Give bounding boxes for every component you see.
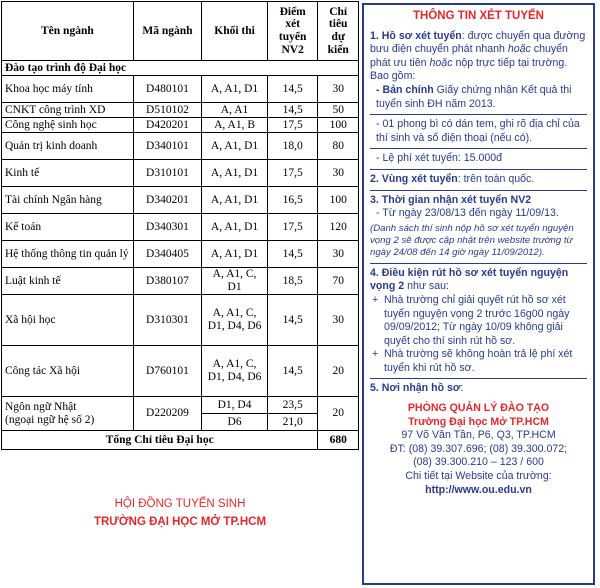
block-cell: A, A1, C, D1, D4, D6 bbox=[202, 346, 268, 397]
table-row bbox=[2, 397, 359, 414]
plus-icon: + bbox=[372, 348, 379, 361]
s1-bullet-2: - 01 phong bì có dán tem, ghi rõ địa chỉ của thí sinh và số điện thoại (nếu có). bbox=[376, 118, 580, 144]
admission-info-box bbox=[362, 3, 595, 585]
s1-or-1: hoặc bbox=[507, 43, 531, 56]
block-cell: A, A1, D1 bbox=[202, 160, 268, 187]
header-major: Tên ngành bbox=[2, 2, 134, 61]
score-cell: 18,5 bbox=[267, 268, 317, 295]
score-cell: 16,5 bbox=[267, 187, 317, 214]
divider bbox=[370, 114, 587, 115]
section-3 bbox=[370, 194, 587, 259]
block-cell: A, A1, D1 bbox=[202, 133, 268, 160]
block-cell: A, A1, D1 bbox=[202, 76, 268, 103]
section-4-text: như sau: bbox=[404, 280, 449, 293]
quota-cell: 120 bbox=[318, 214, 359, 241]
major-cell: Khoa học máy tính bbox=[2, 76, 134, 103]
quota-cell: 70 bbox=[318, 268, 359, 295]
major-cell: Xã hội học bbox=[2, 295, 134, 346]
section-3-heading: 3. Thời gian nhận xét tuyển NV2 bbox=[370, 193, 532, 206]
office-web-label: Chi tiết tại Website của trường: bbox=[405, 470, 552, 483]
section-4-heading: 4. Điều kiện rút hồ sơ xét tuyển nguyện vọng 2 bbox=[370, 266, 569, 293]
divider bbox=[370, 190, 587, 191]
score-cell: 23,5 bbox=[267, 397, 317, 414]
section-5-text: : bbox=[460, 382, 464, 395]
section-label: Đào tạo trình độ Đại học bbox=[2, 61, 359, 76]
section-2-heading: 2. Vùng xét tuyển bbox=[370, 172, 458, 185]
code-cell: D340405 bbox=[133, 241, 201, 268]
s1-text-b: chuyển phát ưu tiên bbox=[370, 43, 568, 69]
code-cell: D420201 bbox=[133, 118, 201, 133]
header-code: Mã ngành bbox=[133, 2, 201, 61]
block-cell: D1, D4 bbox=[202, 397, 268, 414]
section-3-note: (Danh sách thí sinh nộp hồ sơ xét tuyển nguyện vọng 2 sẽ được cập nhật trên website trường từ ngày 24/08 đến 14 giờ ngày 11/09/2012). bbox=[370, 222, 574, 258]
major-cell bbox=[2, 397, 134, 431]
header-quota: Chỉ tiêu dự kiến bbox=[318, 2, 359, 61]
score-cell: 14,5 bbox=[267, 346, 317, 397]
block-cell: A, A1, D1 bbox=[202, 214, 268, 241]
block-cell: A, A1 bbox=[202, 103, 268, 118]
quota-cell: 20 bbox=[318, 397, 359, 431]
code-cell: D340201 bbox=[133, 187, 201, 214]
score-cell: 17,5 bbox=[267, 214, 317, 241]
s1-bullet-3: - Lệ phí xét tuyển: 15.000đ bbox=[376, 152, 503, 165]
code-cell: D480101 bbox=[133, 76, 201, 103]
s1-or-2: hoặc bbox=[429, 56, 453, 69]
office-phone-1: ĐT: (08) 39.307.696; (08) 39.300.072; bbox=[389, 442, 568, 455]
block-cell: A, A1, C, D1 bbox=[202, 268, 268, 295]
table-row bbox=[2, 160, 359, 187]
section-3-text: - Từ ngày 23/08/13 đến ngày 11/09/13. bbox=[376, 207, 559, 220]
office-school: Trường Đại học Mở TP.HCM bbox=[408, 415, 549, 428]
s4-point-1-text: Nhà trường chỉ giải quyết rút hồ sơ xét tuyển nguyện vọng 2 trước 16g00 ngày 09/09/2012; Từ ngày 10/09 không giải quyết cho thí sinh rút hồ sơ. bbox=[384, 293, 570, 347]
major-cell: Quản trị kinh doanh bbox=[2, 133, 134, 160]
office-phone-2: (08) 39.300.210 – 123 / 600 bbox=[413, 456, 544, 469]
major-name-line2: (ngoại ngữ hệ số 2) bbox=[5, 413, 95, 426]
table-header-row bbox=[2, 2, 359, 61]
block-cell: D6 bbox=[202, 414, 268, 431]
code-cell: D310301 bbox=[133, 295, 201, 346]
signature-line2: TRƯỜNG ĐẠI HỌC MỞ TP.HCM bbox=[93, 516, 267, 528]
plus-icon: + bbox=[372, 293, 379, 306]
major-cell: Công tác Xã hội bbox=[2, 346, 134, 397]
table-row bbox=[2, 346, 359, 397]
code-cell: D220209 bbox=[133, 397, 201, 431]
divider bbox=[370, 378, 587, 379]
divider bbox=[370, 169, 587, 170]
block-cell: A, A1, D1 bbox=[202, 241, 268, 268]
major-cell: Tài chính Ngân hàng bbox=[2, 187, 134, 214]
quota-cell: 30 bbox=[318, 295, 359, 346]
quota-cell: 50 bbox=[318, 103, 359, 118]
s1-text-c: nộp trực tiếp tại trường. Bao gồm: bbox=[370, 56, 568, 83]
admission-table-panel bbox=[0, 0, 360, 450]
header-block: Khối thi bbox=[202, 2, 268, 61]
admission-table bbox=[1, 1, 359, 450]
section-1-text bbox=[370, 30, 587, 84]
office-name: PHÒNG QUẢN LÝ ĐÀO TẠO bbox=[407, 402, 550, 415]
major-cell: Kế toán bbox=[2, 214, 134, 241]
header-score: Điểm xét tuyển NV2 bbox=[267, 2, 317, 61]
score-cell: 14,5 bbox=[267, 295, 317, 346]
table-row bbox=[2, 133, 359, 160]
code-cell: D380107 bbox=[133, 268, 201, 295]
major-cell: Luật kinh tế bbox=[2, 268, 134, 295]
section-1 bbox=[370, 30, 587, 166]
table-row bbox=[2, 76, 359, 103]
total-value: 680 bbox=[318, 431, 359, 450]
section-4 bbox=[370, 267, 587, 376]
code-cell: D510102 bbox=[133, 103, 201, 118]
major-cell: Công nghệ sinh học bbox=[2, 118, 134, 133]
table-row bbox=[2, 214, 359, 241]
block-cell: A, A1, D1 bbox=[202, 187, 268, 214]
section-2 bbox=[370, 173, 587, 187]
major-cell: Hệ thống thông tin quản lý bbox=[2, 241, 134, 268]
divider bbox=[370, 148, 587, 149]
total-row bbox=[2, 431, 359, 450]
signature-line1: HỘI ĐỒNG TUYỂN SINH bbox=[114, 498, 246, 510]
s1-bullet-1-text: Giấy chứng nhận Kết quả thi tuyển sinh ĐH năm 2013. bbox=[376, 83, 572, 110]
section-1-heading: 1. Hồ sơ xét tuyển bbox=[370, 29, 462, 42]
section-2-text: : trên toàn quốc. bbox=[457, 172, 535, 185]
score-cell: 21,0 bbox=[267, 414, 317, 431]
s4-point-1 bbox=[370, 294, 587, 348]
score-cell: 14,5 bbox=[267, 103, 317, 118]
s1-bullet-1-bold: - Bản chính bbox=[376, 83, 434, 96]
code-cell: D760101 bbox=[133, 346, 201, 397]
score-cell: 18,0 bbox=[267, 133, 317, 160]
quota-cell: 30 bbox=[318, 76, 359, 103]
block-cell: A, A1, C, D1, D4, D6 bbox=[202, 295, 268, 346]
quota-cell: 30 bbox=[318, 241, 359, 268]
section-5-heading: 5. Nơi nhận hồ sơ bbox=[370, 382, 461, 395]
section-row bbox=[2, 61, 359, 76]
s4-point-2-text: Nhà trường sẽ không hoàn trả lệ phí xét tuyển khi rút hồ sơ. bbox=[384, 348, 573, 374]
block-cell: A, A1, B bbox=[202, 118, 268, 133]
section-5 bbox=[370, 382, 587, 497]
quota-cell: 20 bbox=[318, 346, 359, 397]
table-row bbox=[2, 103, 359, 118]
major-name-line1: Ngôn ngữ Nhật bbox=[5, 400, 77, 413]
code-cell: D310101 bbox=[133, 160, 201, 187]
office-address: 97 Võ Văn Tần, P6, Q3, TP.HCM bbox=[401, 429, 556, 442]
quota-cell: 30 bbox=[318, 160, 359, 187]
quota-cell: 100 bbox=[318, 118, 359, 133]
divider bbox=[370, 263, 587, 264]
table-row bbox=[2, 187, 359, 214]
quota-cell: 100 bbox=[318, 187, 359, 214]
score-cell: 17,5 bbox=[267, 160, 317, 187]
table-row bbox=[2, 295, 359, 346]
score-cell: 17,5 bbox=[267, 118, 317, 133]
code-cell: D340301 bbox=[133, 214, 201, 241]
s4-point-2 bbox=[370, 348, 587, 375]
quota-cell: 80 bbox=[318, 133, 359, 160]
major-cell: CNKT công trình XD bbox=[2, 103, 134, 118]
score-cell: 14,5 bbox=[267, 241, 317, 268]
score-cell: 14,5 bbox=[267, 76, 317, 103]
info-title: THÔNG TIN XÉT TUYỂN bbox=[413, 10, 544, 22]
office-website-link[interactable]: http://www.ou.edu.vn bbox=[425, 483, 532, 496]
major-cell: Kinh tế bbox=[2, 160, 134, 187]
s1-text-a: : được chuyển qua đường bưu điện chuyển phát nhanh bbox=[370, 29, 586, 56]
table-row bbox=[2, 118, 359, 133]
office-contact bbox=[370, 402, 587, 497]
table-row bbox=[2, 268, 359, 295]
code-cell: D340101 bbox=[133, 133, 201, 160]
table-row bbox=[2, 241, 359, 268]
total-label: Tổng Chỉ tiêu Đại học bbox=[2, 431, 318, 450]
s1-bullet-1 bbox=[370, 84, 587, 111]
